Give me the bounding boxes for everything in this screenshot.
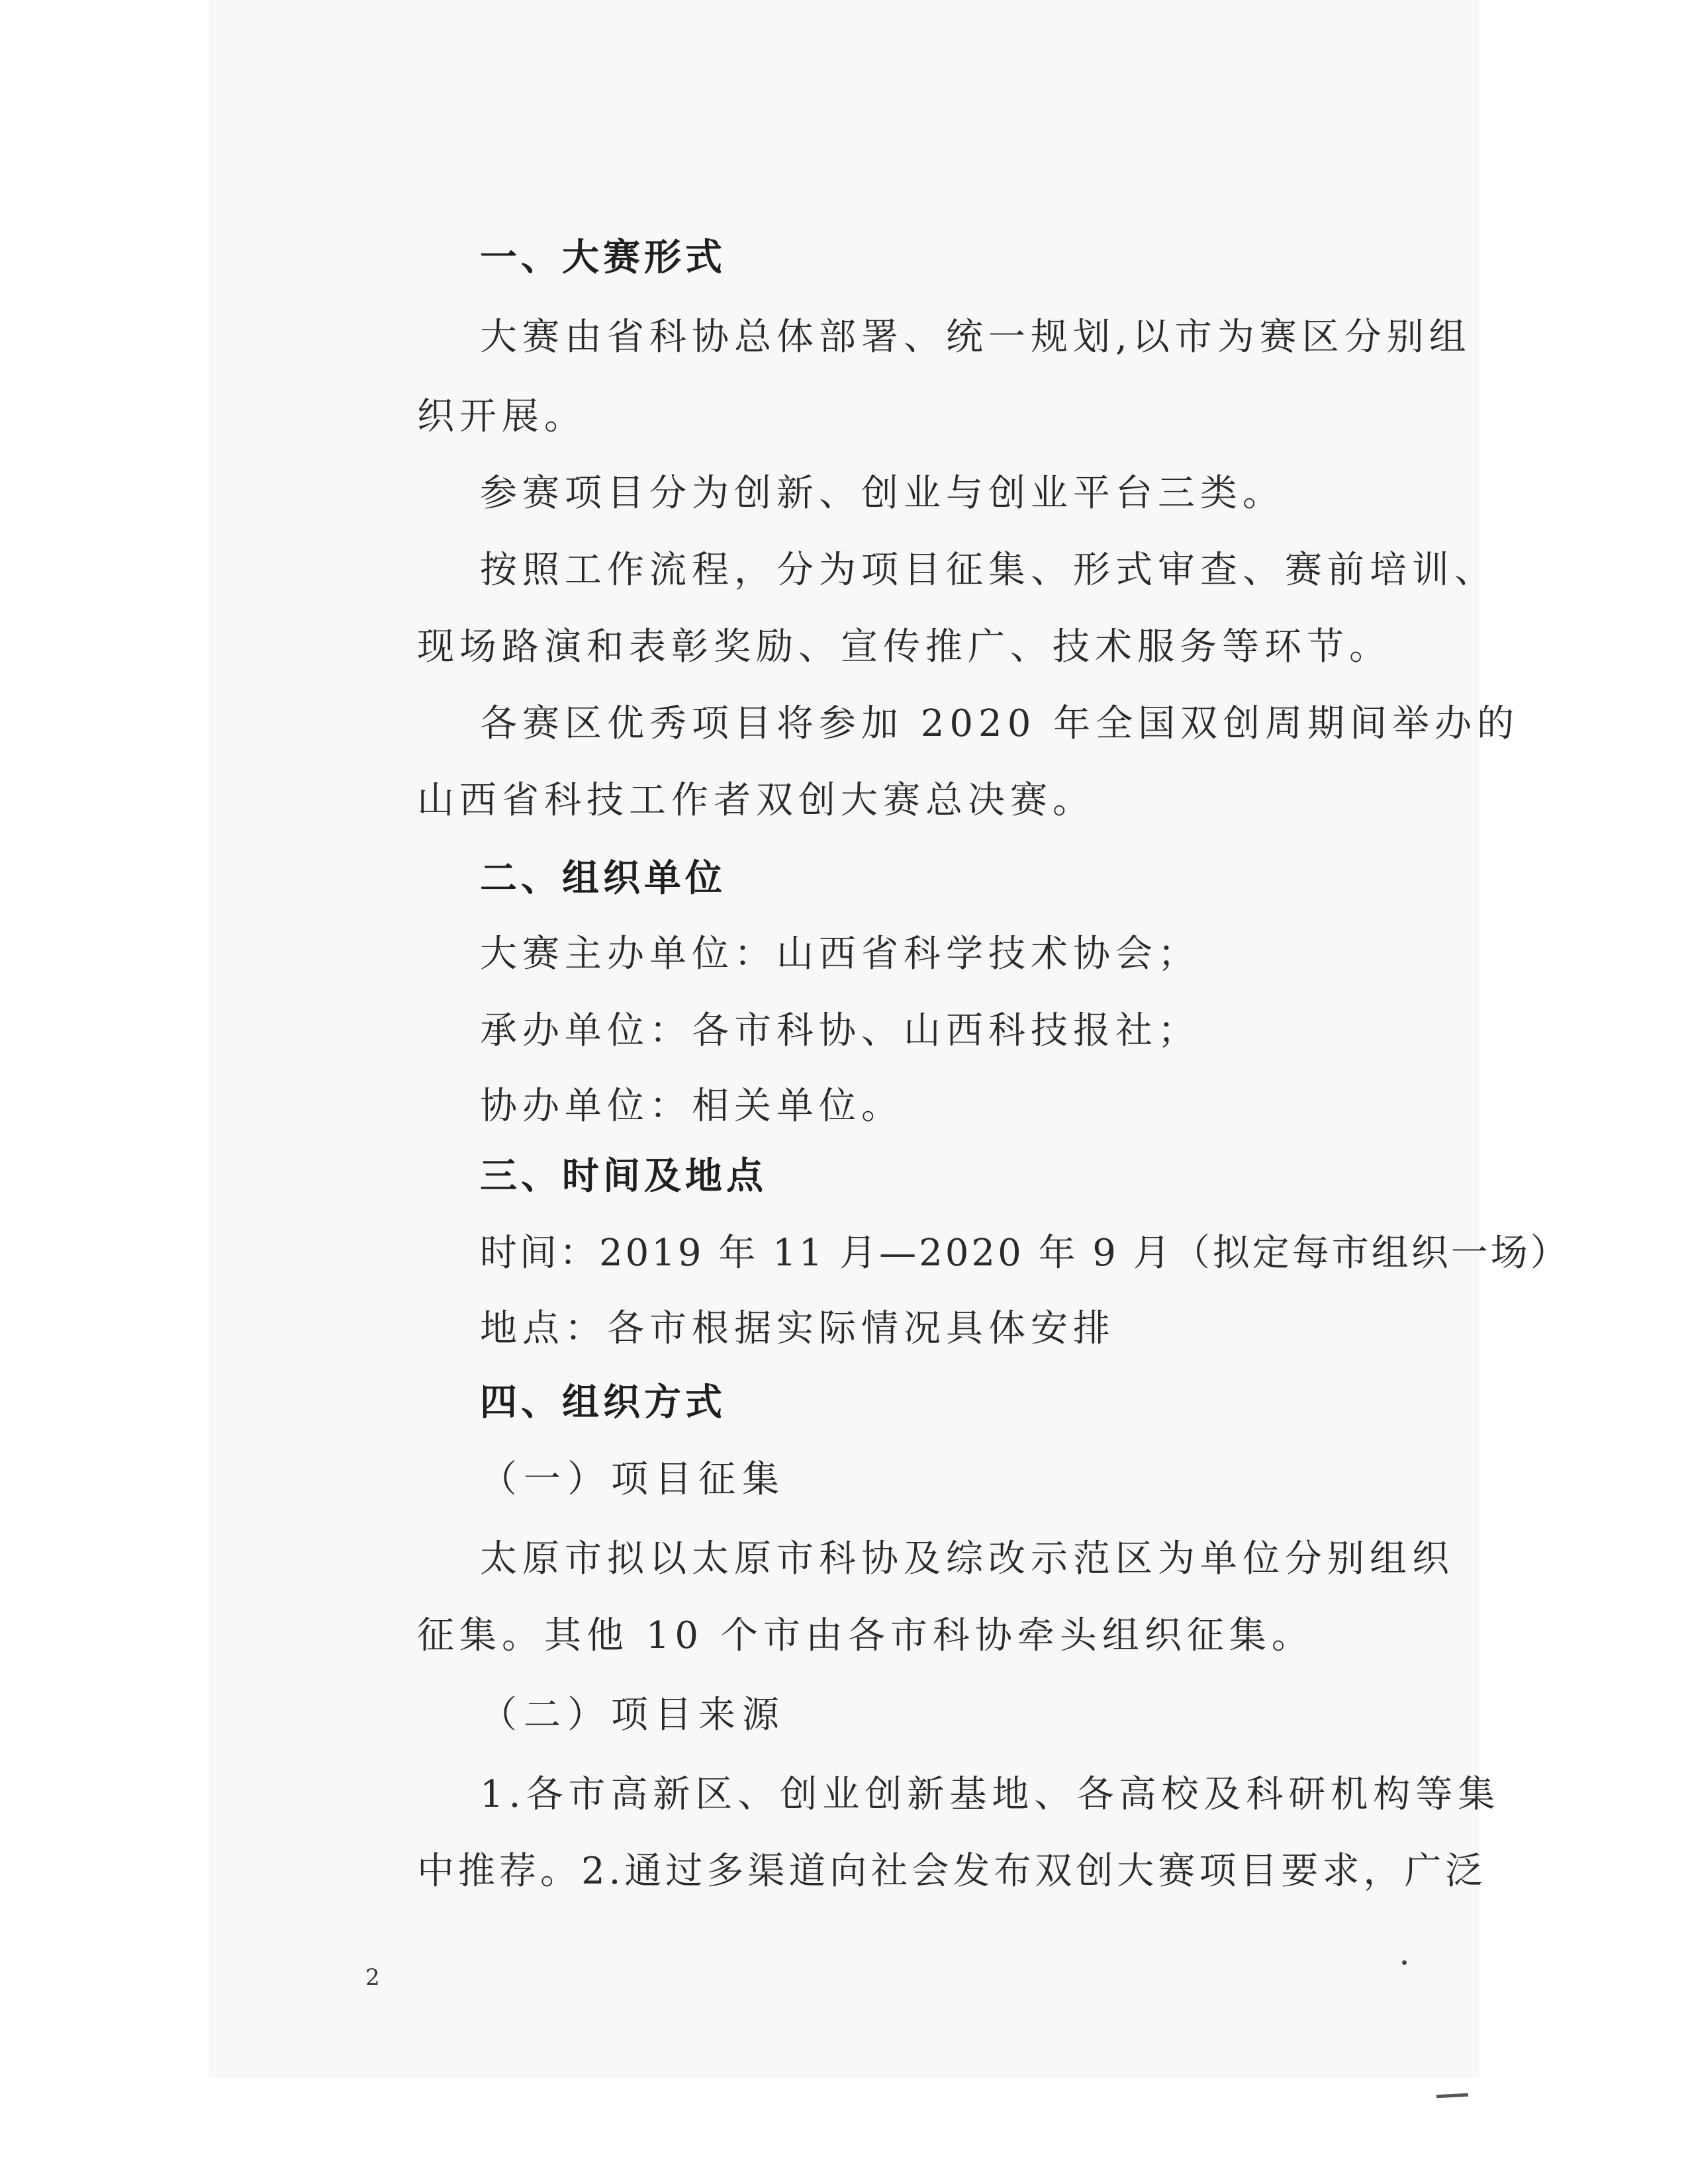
scan-dash-mark: [1436, 2093, 1468, 2099]
page-number: 2: [365, 1964, 380, 1991]
paragraph-line: 大赛由省科协总体部署、统一规划,以市为赛区分别组: [480, 316, 1472, 359]
paragraph-line: 按照工作流程，分为项目征集、形式审查、赛前培训、: [480, 549, 1497, 592]
section-heading-3: 三、时间及地点: [480, 1155, 767, 1198]
paragraph-line: 1.各市高新区、创业创新基地、各高校及科研机构等集: [480, 1773, 1501, 1816]
section-heading-4: 四、组织方式: [480, 1381, 726, 1424]
paragraph-line: 大赛主办单位：山西省科学技术协会；: [480, 933, 1200, 976]
paragraph-line: 参赛项目分为创新、创业与创业平台三类。: [480, 472, 1285, 515]
subsection-heading-2: （二）项目来源: [480, 1694, 786, 1737]
paragraph-line: 太原市拟以太原市科协及综改示范区为单位分别组织: [480, 1537, 1454, 1580]
paragraph-line: 协办单位：相关单位。: [480, 1085, 904, 1128]
scan-dot-mark: [1402, 1960, 1407, 1965]
paragraph-line: 中推荐。2.通过多渠道向社会发布双创大赛项目要求，广泛: [417, 1850, 1487, 1893]
paragraph-line: 织开展。: [417, 395, 586, 438]
section-heading-1: 一、大赛形式: [480, 236, 726, 279]
paragraph-line: 征集。其他 10 个市由各市科协牵头组织征集。: [417, 1614, 1314, 1657]
paragraph-line: 时间：2019 年 11 月—2020 年 9 月（拟定每市组织一场）: [480, 1232, 1570, 1275]
section-heading-2: 二、组织单位: [480, 857, 726, 900]
subsection-heading-1: （一）项目征集: [480, 1458, 786, 1501]
paragraph-line: 现场路演和表彰奖励、宣传推广、技术服务等环节。: [417, 625, 1391, 668]
paragraph-line: 地点：各市根据实际情况具体安排: [480, 1307, 1115, 1350]
paragraph-line: 各赛区优秀项目将参加 2020 年全国双创周期间举办的: [480, 702, 1520, 745]
paragraph-line: 山西省科技工作者双创大赛总决赛。: [417, 779, 1095, 822]
paragraph-line: 承办单位：各市科协、山西科技报社；: [480, 1009, 1200, 1052]
